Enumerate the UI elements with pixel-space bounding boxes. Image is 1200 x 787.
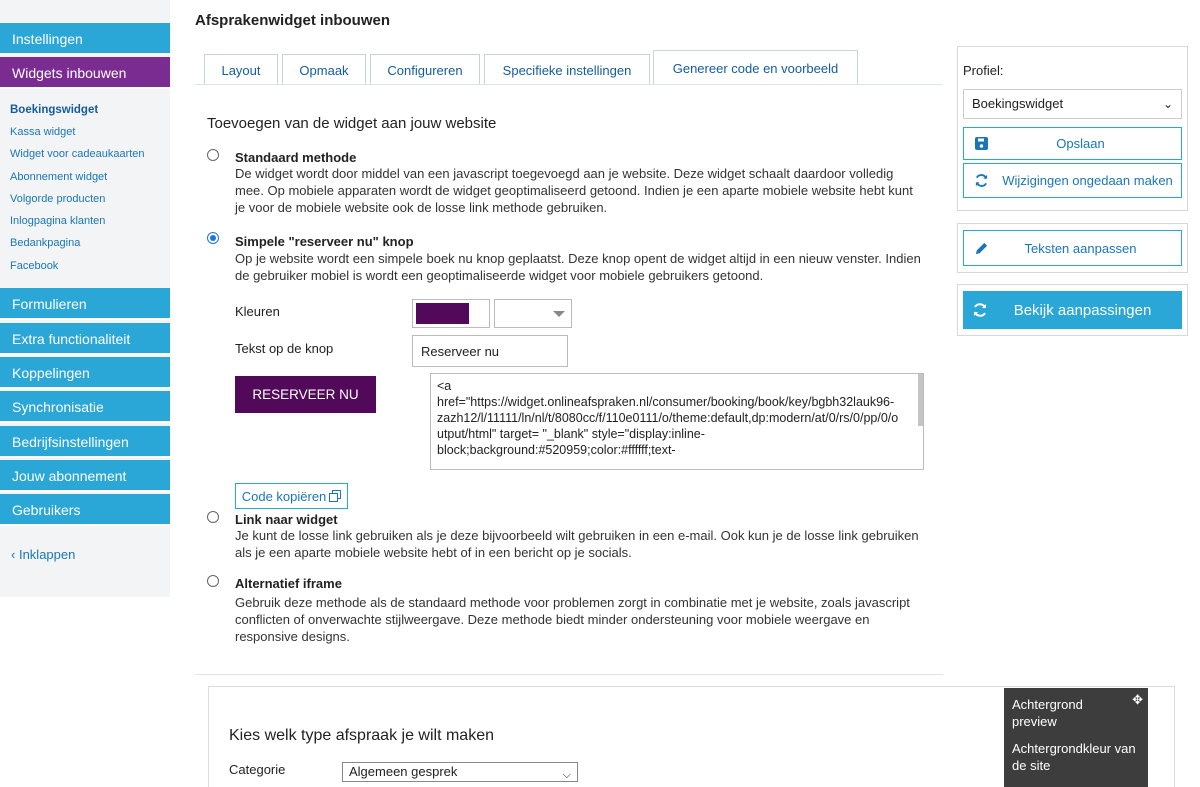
view-changes-button[interactable] [963, 291, 1182, 329]
save-button[interactable] [963, 127, 1182, 160]
undo-label: Wijzigingen ongedaan maken [1002, 173, 1173, 188]
reserveer-nu-preview-button[interactable]: RESERVEER NU [235, 376, 376, 413]
chevron-down-icon: ⌵ [562, 769, 571, 781]
preview-category-label: Categorie [229, 762, 286, 777]
option-title-iframe: Alternatief iframe [235, 576, 342, 591]
profile-select[interactable] [963, 89, 1182, 119]
radio-link-naar-widget[interactable] [207, 511, 219, 523]
preview-category-value: Algemeen gesprek [349, 764, 458, 779]
color-swatch [416, 303, 469, 324]
caret-down-icon [471, 311, 483, 317]
option-title-link: Link naar widget [235, 512, 338, 527]
radio-reserveer-knop[interactable] [207, 232, 219, 244]
profile-label: Profiel: [963, 63, 1004, 78]
nav-synchronisatie[interactable]: Synchronisatie [0, 391, 170, 423]
sub-item-bedankpagina[interactable]: Bedankpagina [10, 237, 81, 249]
edit-texts-button[interactable] [963, 230, 1182, 266]
profile-select-value: Boekingswidget [972, 96, 1064, 111]
option-desc-reserveer: Op je website wordt een simpele boek nu knop geplaatst. Deze knop opent de widget altijd in een nieuw venster. Indien de gebruiker mobiel is wordt een geoptimaliseerde widget voor mobiele gebruikers getoond. [235, 251, 921, 283]
button-text-input[interactable] [412, 335, 568, 367]
option-desc-iframe: Gebruik deze methode als de standaard methode voor problemen zorgt in combinatie met je website, zoals javascript conflicten of onverwachte stijlweergave. Deze methode biedt minder ondersteuning voor mobiele weergave en responsive designs. [235, 595, 910, 644]
section-divider [195, 674, 943, 675]
sidebar [0, 0, 170, 597]
embed-code-textarea[interactable]: <a href="https://widget.onlineafspraken.nl/consumer/booking/book/key/bgbh32lauk96- zazh12/l/11111/ln/nl/t/8080cc/f/110e0111/o/theme:default,dp:modern/at/0/rs/0/pp/0/o utput/html" target= "_blank" style="display:inline- block;background:#520959;color:#ffffff;text- [430, 373, 924, 470]
tab-opmaak[interactable]: Opmaak [282, 54, 366, 85]
background-preview-panel[interactable]: ✥ Achtergrond preview Achtergrondkleur van de site [1004, 688, 1148, 787]
save-icon [964, 137, 998, 150]
radio-alternatief-iframe[interactable] [207, 575, 219, 587]
edit-texts-label: Teksten aanpassen [1024, 240, 1137, 256]
refresh-icon [964, 173, 998, 188]
refresh-icon [963, 302, 997, 318]
option-title-reserveer: Simpele "reserveer nu" knop [235, 234, 414, 249]
caret-down-icon [553, 311, 565, 317]
tab-specifieke-instellingen[interactable]: Specifieke instellingen [484, 54, 650, 85]
nav-extra-functionaliteit[interactable]: Extra functionaliteit [0, 323, 170, 355]
code-scrollbar[interactable] [918, 374, 923, 426]
option-desc-standaard: De widget wordt door middel van een javascript toegevoegd aan je website. Deze widget schaalt daardoor volledig mee. Op mobiele apparaten wordt de widget geoptimaliseerd getoond. Indien je een aparte mobiele website hebt kunt je voor de mobiele website ook de losse link methode gebruiken. [235, 166, 913, 215]
copy-icon [329, 490, 341, 502]
view-changes-label: Bekijk aanpassingen [1013, 301, 1152, 319]
text-color-picker[interactable] [494, 299, 572, 328]
collapse-sidebar-button[interactable] [11, 547, 75, 562]
copy-label: Code kopiëren [241, 488, 327, 504]
sub-item-facebook[interactable]: Facebook [10, 260, 59, 272]
section-heading: Toevoegen van de widget aan jouw website [207, 115, 497, 132]
copy-code-button[interactable] [235, 483, 348, 509]
chevron-down-icon: ⌄ [1162, 97, 1173, 111]
preview-category-select[interactable] [342, 762, 578, 782]
nav-formulieren[interactable]: Formulieren [0, 288, 170, 320]
sub-item-boekingswidget[interactable]: Boekingswidget [10, 104, 99, 116]
nav-gebruikers[interactable]: Gebruikers [0, 494, 170, 526]
nav-bedrijfsinstellingen[interactable]: Bedrijfsinstellingen [0, 426, 170, 458]
move-icon[interactable]: ✥ [1132, 692, 1143, 707]
tab-configureren[interactable]: Configureren [370, 54, 480, 85]
sub-item-inlogpagina[interactable]: Inlogpagina klanten [10, 215, 106, 227]
nav-jouw-abonnement[interactable]: Jouw abonnement [0, 460, 170, 492]
colors-label: Kleuren [235, 304, 280, 319]
nav-koppelingen[interactable]: Koppelingen [0, 357, 170, 389]
tab-divider [195, 84, 943, 85]
option-title-standaard: Standaard methode [235, 150, 357, 165]
sub-item-abonnement-widget[interactable]: Abonnement widget [10, 171, 108, 183]
button-text-label: Tekst op de knop [235, 341, 334, 356]
sub-item-volgorde-producten[interactable]: Volgorde producten [10, 193, 106, 205]
radio-standaard-methode[interactable] [207, 149, 219, 161]
tab-layout[interactable]: Layout [204, 54, 278, 85]
save-label: Opslaan [1056, 136, 1105, 151]
tab-genereer-code[interactable]: Genereer code en voorbeeld [653, 50, 858, 85]
option-desc-link: Je kunt de losse link gebruiken als je deze bijvoorbeeld wilt gebruiken in een e-mail. Ook kun je de losse link gebruiken als je een aparte mobiele website hebt of in een bericht op je socials. [235, 528, 919, 560]
undo-changes-button[interactable] [963, 163, 1182, 198]
preview-title: Kies welk type afspraak je wilt maken [229, 727, 494, 744]
button-color-picker[interactable] [412, 299, 490, 328]
collapse-label: Inklappen [18, 547, 76, 562]
nav-instellingen[interactable]: Instellingen [0, 23, 170, 55]
nav-widgets-inbouwen[interactable]: Widgets inbouwen [0, 57, 170, 89]
pencil-icon [964, 241, 998, 256]
sub-item-kassa-widget[interactable]: Kassa widget [10, 126, 76, 138]
page-title: Afsprakenwidget inbouwen [195, 12, 391, 29]
sub-item-cadeaukaarten[interactable]: Widget voor cadeaukaarten [10, 148, 145, 160]
chevron-left-icon: ‹ [11, 547, 16, 562]
